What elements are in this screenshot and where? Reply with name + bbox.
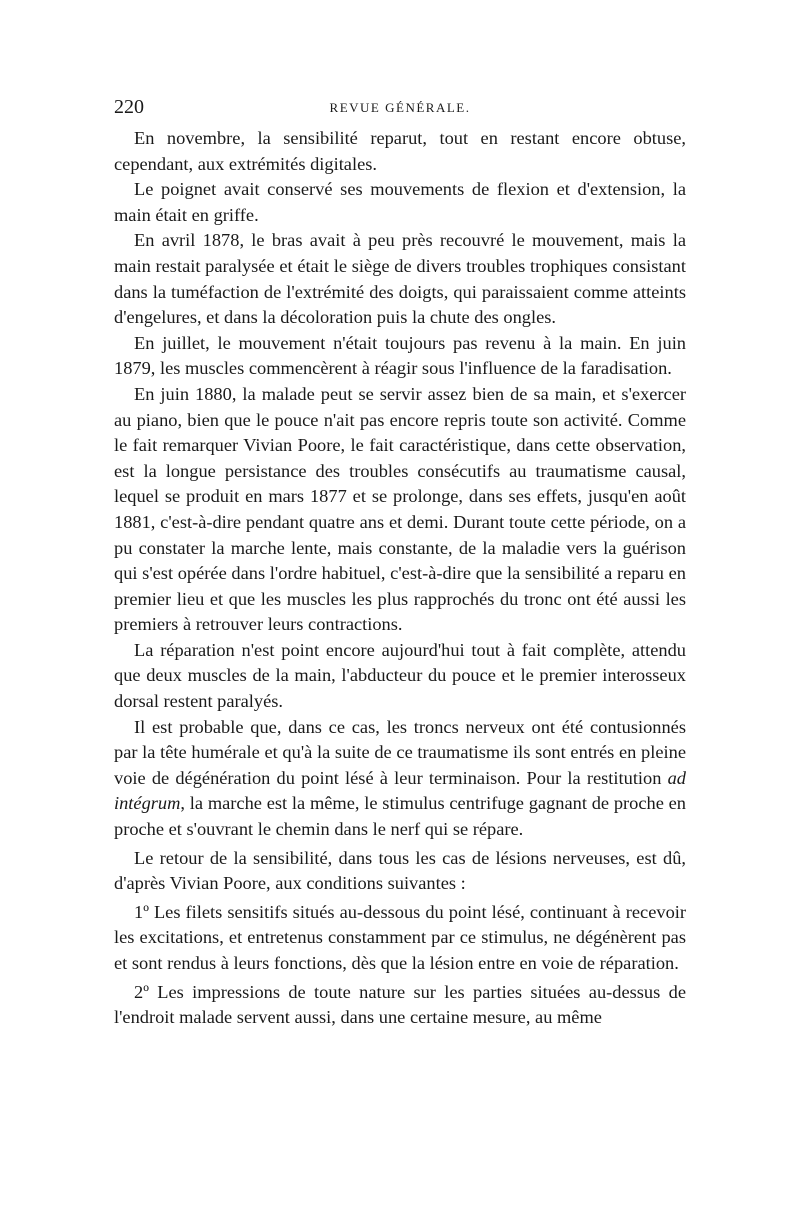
paragraph: En juillet, le mouvement n'était toujours pas revenu à la main. En juin 1879, les muscles commencèrent à réagir sous l'influence de la faradisation. bbox=[114, 332, 686, 379]
paragraph-text: Il est probable que, dans ce cas, les troncs nerveux ont été contusionnés par la tête humérale et qu'à la suite de ce traumatisme ils sont entrés en pleine voie de dégénération du point lésé à leur terminaison. Pour la restitution bbox=[114, 716, 686, 788]
page-number: 220 bbox=[114, 96, 144, 118]
paragraph: La réparation n'est point encore aujourd'hui tout à fait complète, attendu que deux muscles de la main, l'abducteur du pouce et le premier interosseux dorsal restent paralyés. bbox=[114, 639, 686, 712]
latin-phrase: ad intégrum bbox=[114, 767, 686, 814]
body-text bbox=[114, 126, 686, 1031]
list-item-second-condition: 2º Les impressions de toute nature sur les parties situées au-dessus de l'endroit malade servent aussi, dans une certaine mesure, au même bbox=[114, 981, 686, 1028]
list-item-first-condition: 1º Les filets sensitifs situés au-dessous du point lésé, continuant à recevoir les excitations, et entretenus constamment par ce stimulus, ne dégénèrent pas et sont rendus à leurs fonctions, dès que la lésion entre en voie de réparation. bbox=[114, 901, 686, 973]
paragraph: Le poignet avait conservé ses mouvements de flexion et d'extension, la main était en griffe. bbox=[114, 179, 686, 225]
paragraph-text: , la marche est la même, le stimulus centrifuge gagnant de proche en proche et s'ouvrant le chemin dans le nerf qui se répare. bbox=[114, 793, 686, 840]
paragraph bbox=[114, 715, 686, 843]
document-page bbox=[114, 96, 686, 1031]
paragraph: En juin 1880, la malade peut se servir assez bien de sa main, et s'exercer au piano, bien que le pouce n'ait pas encore repris toute son activité. Comme le fait remarquer Vivian Poore, le fait caractéristique, dans cette observation, est la longue persistance des troubles consécutifs au traumatisme causal, lequel se produit en mars 1877 et se prolonge, dans ses effets, jusqu'en août 1881, c'est-à-dire pendant quatre ans et demi. Durant toute cette période, on a pu constater la marche lente, mais constante, de la maladie vers la guérison qui s'est opérée dans l'ordre habituel, c'est-à-dire que la sensibilité a reparu en premier lieu et que les muscles les plus rapprochés du tronc ont été aussi les premiers à retrouver leurs contractions. bbox=[114, 383, 686, 635]
paragraph: En novembre, la sensibilité reparut, tout en restant encore obtuse, cependant, aux extrémités digitales. bbox=[114, 128, 686, 174]
paragraph: Le retour de la sensibilité, dans tous les cas de lésions nerveuses, est dû, d'après Vivian Poore, aux conditions suivantes : bbox=[114, 847, 686, 894]
running-head: REVUE GÉNÉRALE. bbox=[329, 100, 471, 115]
paragraph: En avril 1878, le bras avait à peu près recouvré le mouvement, mais la main restait paralysée et était le siège de divers troubles trophiques consistant dans la tuméfaction de l'extrémité des doigts, qui paraissaient comme atteints d'engelures, et dans la décoloration puis la chute des ongles. bbox=[114, 230, 686, 328]
page-header bbox=[114, 96, 686, 122]
